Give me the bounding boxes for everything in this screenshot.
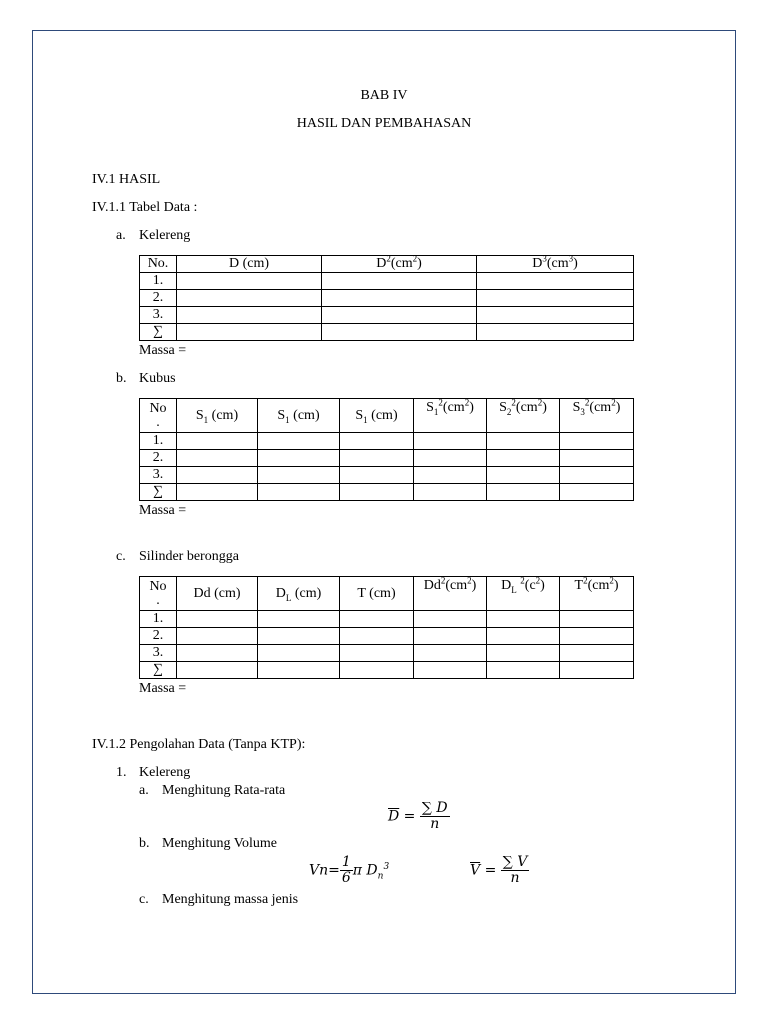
- row-no: 2.: [140, 290, 177, 307]
- table-row: [140, 324, 634, 341]
- cell: [487, 611, 560, 628]
- step-label-b: b.: [139, 836, 150, 851]
- processing-heading: IV.1.2 Pengolahan Data (Tanpa KTP):: [92, 737, 306, 752]
- cell: [177, 290, 322, 307]
- cell: [487, 645, 560, 662]
- cell: [414, 484, 487, 501]
- cell: [487, 484, 560, 501]
- item-label-a: a.: [116, 228, 126, 243]
- cell: [414, 611, 487, 628]
- cell: [487, 450, 560, 467]
- row-sum: ∑: [140, 484, 177, 501]
- cell: [258, 611, 340, 628]
- cell: [477, 324, 634, 341]
- cell: [477, 273, 634, 290]
- row-no: 1.: [140, 273, 177, 290]
- header-dl: $D_L$ (cm): [258, 577, 340, 611]
- row-no: 2.: [140, 628, 177, 645]
- cell: [258, 450, 340, 467]
- cell: [258, 484, 340, 501]
- formula-mean-volume: $\overline{V}$ = $\frac{\sum V}{n}$: [470, 854, 528, 886]
- cell: [258, 628, 340, 645]
- page-title: HASIL DAN PEMBAHASAN: [296, 116, 472, 131]
- cell: [414, 433, 487, 450]
- header-s1: $S_1$ (cm): [340, 399, 414, 433]
- mass-label-silinder: Massa =: [139, 681, 187, 696]
- step-text-a: Menghitung Rata-rata: [162, 783, 286, 798]
- cell: [487, 628, 560, 645]
- cell: [560, 645, 634, 662]
- table-row: [140, 273, 634, 290]
- cell: [340, 450, 414, 467]
- cell: [487, 433, 560, 450]
- subsection-heading: IV.1.1 Tabel Data :: [92, 200, 198, 215]
- row-no: 1.: [140, 611, 177, 628]
- cell: [560, 467, 634, 484]
- cell: [177, 611, 258, 628]
- processing-item-name: Kelereng: [139, 765, 191, 780]
- row-no: 3.: [140, 307, 177, 324]
- cell: [177, 628, 258, 645]
- cell: [177, 662, 258, 679]
- header-d: D (cm): [177, 256, 322, 273]
- step-label-a: a.: [139, 783, 149, 798]
- item-name-kubus: Kubus: [139, 371, 176, 386]
- cell: [477, 307, 634, 324]
- cell: [177, 433, 258, 450]
- cell: [414, 467, 487, 484]
- cell: [340, 484, 414, 501]
- table-row: [140, 433, 634, 450]
- cell: [560, 450, 634, 467]
- cell: [560, 628, 634, 645]
- cell: [322, 307, 477, 324]
- mass-label-kelereng: Massa =: [139, 343, 187, 358]
- item-label-c: c.: [116, 549, 126, 564]
- cell: [322, 290, 477, 307]
- header-dl-squared: $D_L$ $^2(c^2)$: [487, 577, 560, 611]
- table-row: [140, 662, 634, 679]
- header-d3: $D^3(cm^3)$: [477, 256, 634, 273]
- item-name-kelereng: Kelereng: [139, 228, 191, 243]
- header-s1: $S_1$ (cm): [177, 399, 258, 433]
- header-no: No.: [140, 256, 177, 273]
- cell: [340, 611, 414, 628]
- cell: [560, 433, 634, 450]
- silinder-table: [139, 576, 634, 679]
- cell: [414, 645, 487, 662]
- step-text-b: Menghitung Volume: [162, 836, 277, 851]
- table-row: [140, 484, 634, 501]
- row-no: 3.: [140, 467, 177, 484]
- header-no: No .: [140, 577, 177, 611]
- cell: [340, 433, 414, 450]
- row-no: 3.: [140, 645, 177, 662]
- cell: [340, 662, 414, 679]
- cell: [487, 662, 560, 679]
- section-heading: IV.1 HASIL: [92, 172, 161, 187]
- table-row: [140, 290, 634, 307]
- cell: [258, 645, 340, 662]
- cell: [414, 628, 487, 645]
- cell: [560, 662, 634, 679]
- formula-volume: Vn= $\frac{1}{6}$ π $D_n^3$: [309, 854, 390, 886]
- header-s3-squared: $S_3^2(cm^2)$: [560, 399, 634, 433]
- cell: [477, 290, 634, 307]
- cell: [414, 662, 487, 679]
- cell: [177, 467, 258, 484]
- cell: [340, 467, 414, 484]
- cell: [560, 484, 634, 501]
- table-row: [140, 467, 634, 484]
- cell: [322, 273, 477, 290]
- header-dd: Dd (cm): [177, 577, 258, 611]
- mass-label-kubus: Massa =: [139, 503, 187, 518]
- cell: [177, 450, 258, 467]
- row-sum: ∑: [140, 662, 177, 679]
- cell: [177, 645, 258, 662]
- chapter-heading: BAB IV: [360, 88, 408, 103]
- table-row: [140, 611, 634, 628]
- header-s2-squared: $S_2^2(cm^2)$: [487, 399, 560, 433]
- formula-mean-diameter: $\overline{D}$ = $\frac{\sum D}{n}$: [388, 800, 448, 832]
- kubus-table: [139, 398, 634, 501]
- header-t: T (cm): [340, 577, 414, 611]
- cell: [258, 433, 340, 450]
- header-t-squared: $T^2(cm^2)$: [560, 577, 634, 611]
- header-no: No .: [140, 399, 177, 433]
- cell: [177, 307, 322, 324]
- cell: [258, 662, 340, 679]
- cell: [177, 324, 322, 341]
- table-row: [140, 450, 634, 467]
- step-label-c: c.: [139, 892, 149, 907]
- cell: [258, 467, 340, 484]
- cell: [560, 611, 634, 628]
- table-row: [140, 628, 634, 645]
- cell: [340, 645, 414, 662]
- header-s1-squared: $S_1^2(cm^2)$: [414, 399, 487, 433]
- row-no: 2.: [140, 450, 177, 467]
- processing-item-num: 1.: [116, 765, 127, 780]
- table-row: [140, 645, 634, 662]
- header-d2: $D^2(cm^2)$: [322, 256, 477, 273]
- table-row: [140, 307, 634, 324]
- item-label-b: b.: [116, 371, 127, 386]
- kelereng-table: [139, 255, 634, 341]
- row-sum: ∑: [140, 324, 177, 341]
- row-no: 1.: [140, 433, 177, 450]
- cell: [177, 273, 322, 290]
- cell: [414, 450, 487, 467]
- cell: [340, 628, 414, 645]
- cell: [487, 467, 560, 484]
- item-name-silinder: Silinder berongga: [139, 549, 239, 564]
- header-s1: $S_1$ (cm): [258, 399, 340, 433]
- step-text-c: Menghitung massa jenis: [162, 892, 299, 907]
- cell: [177, 484, 258, 501]
- cell: [322, 324, 477, 341]
- header-dd-squared: $Dd^2(cm^2)$: [414, 577, 487, 611]
